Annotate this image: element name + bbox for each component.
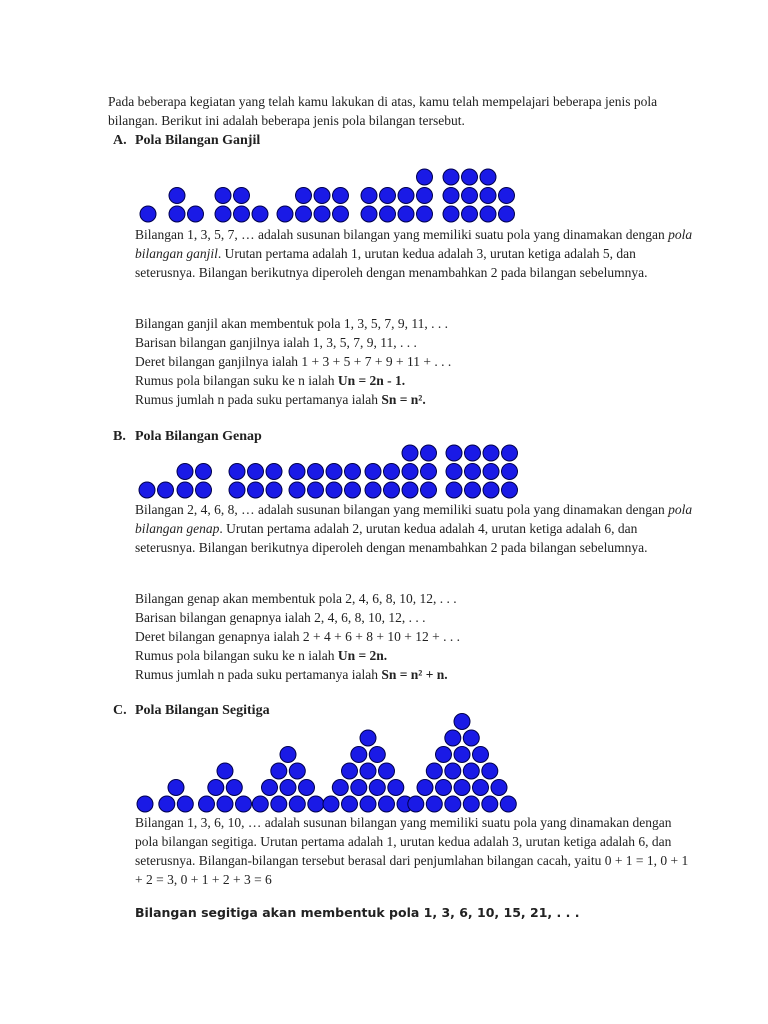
odd-dot <box>314 188 330 204</box>
triangle-dot <box>426 763 442 779</box>
triangle-dot <box>199 796 215 812</box>
even-dot <box>502 445 518 461</box>
triangle-dot <box>454 747 470 763</box>
even-dot <box>421 445 437 461</box>
triangle-dot <box>271 763 287 779</box>
triangle-dot <box>491 780 507 796</box>
triangle-dot <box>168 780 184 796</box>
odd-pattern-figure <box>140 169 515 222</box>
even-dot <box>289 482 305 498</box>
triangle-dot <box>289 796 305 812</box>
section-a-term: pola bilangan ganjil <box>135 227 693 261</box>
even-dot <box>326 464 342 480</box>
odd-dot <box>417 169 433 185</box>
triangle-dot <box>360 763 376 779</box>
triangle-dot <box>308 796 324 812</box>
triangle-dot <box>379 796 395 812</box>
even-dot <box>196 482 212 498</box>
even-dot <box>229 464 245 480</box>
triangle-dot <box>463 730 479 746</box>
section-b-line-deret: Deret bilangan genapnya ialah 2 + 4 + 6 + 8 + 10 + 12 + . . . <box>135 629 460 644</box>
triangle-dot <box>473 780 489 796</box>
even-dot <box>384 464 400 480</box>
even-dot <box>421 482 437 498</box>
odd-dot <box>296 188 312 204</box>
even-dot <box>177 464 193 480</box>
section-b-term: pola bilangan genap <box>135 502 693 536</box>
section-a-line-pola: Bilangan ganjil akan membentuk pola 1, 3, 5, 7, 9, 11, . . . <box>135 316 448 331</box>
triangle-dot <box>360 796 376 812</box>
section-a-line-barisan: Barisan bilangan ganjilnya ialah 1, 3, 5, 7, 9, 11, . . . <box>135 335 417 350</box>
even-dot <box>326 482 342 498</box>
triangle-dot <box>445 763 461 779</box>
triangle-dot <box>342 796 358 812</box>
even-dot <box>446 445 462 461</box>
section-b-line-pola: Bilangan genap akan membentuk pola 2, 4, 6, 8, 10, 12, . . . <box>135 591 457 606</box>
odd-dot <box>443 206 459 222</box>
even-dot <box>384 482 400 498</box>
triangle-dot <box>217 763 233 779</box>
odd-dot <box>234 206 250 222</box>
odd-dot <box>480 188 496 204</box>
triangle-dot <box>482 763 498 779</box>
odd-dot <box>277 206 293 222</box>
intro-paragraph: Pada beberapa kegiatan yang telah kamu lakukan di atas, kamu telah mempelajari beberapa jenis pola bilangan. Berikut ini adalah beberapa jenis pola bilangan tersebut. <box>108 94 658 128</box>
triangle-dot <box>332 780 348 796</box>
even-dot <box>502 482 518 498</box>
section-a-rumus-un: Rumus pola bilangan suku ke n ialah Un = 2n - 1. <box>135 373 406 388</box>
odd-dot <box>398 206 414 222</box>
triangle-dot <box>208 780 224 796</box>
even-dot <box>345 482 361 498</box>
even-dot <box>139 482 155 498</box>
odd-dot <box>380 206 396 222</box>
triangle-dot <box>342 763 358 779</box>
odd-dot <box>462 169 478 185</box>
section-b-title: Pola Bilangan Genap <box>135 429 262 444</box>
triangle-dot <box>445 730 461 746</box>
even-dot <box>502 464 518 480</box>
even-dot <box>196 464 212 480</box>
triangle-dot <box>217 796 233 812</box>
odd-dot <box>480 169 496 185</box>
section-b-rumus-sn: Rumus jumlah n pada suku pertamanya ialah Sn = n² + n. <box>135 667 448 682</box>
even-dot <box>177 482 193 498</box>
odd-dot <box>314 206 330 222</box>
triangle-dot <box>436 780 452 796</box>
triangle-dot <box>289 763 305 779</box>
section-a-letter: A. <box>113 133 127 148</box>
odd-dot <box>499 188 515 204</box>
even-dot <box>248 482 264 498</box>
section-a-title: Pola Bilangan Ganjil <box>135 133 261 148</box>
odd-dot <box>333 188 349 204</box>
triangle-dot <box>445 796 461 812</box>
even-dot <box>365 464 381 480</box>
even-dot <box>266 464 282 480</box>
odd-dot <box>443 188 459 204</box>
triangle-dot <box>500 796 516 812</box>
triangle-dot <box>299 780 315 796</box>
even-dot <box>483 482 499 498</box>
even-dot <box>402 464 418 480</box>
triangle-dot <box>360 730 376 746</box>
section-c-title: Pola Bilangan Segitiga <box>135 703 270 718</box>
odd-dot <box>361 188 377 204</box>
even-dot <box>483 445 499 461</box>
odd-dot <box>215 188 231 204</box>
triangle-dot <box>351 780 367 796</box>
triangle-dot <box>262 780 278 796</box>
odd-dot <box>417 188 433 204</box>
triangle-dot <box>408 796 424 812</box>
section-a-line-deret: Deret bilangan ganjilnya ialah 1 + 3 + 5 + 7 + 9 + 11 + . . . <box>135 354 452 369</box>
odd-dot <box>380 188 396 204</box>
section-b-line-barisan: Barisan bilangan genapnya ialah 2, 4, 6, 8, 10, 12, . . . <box>135 610 426 625</box>
triangle-dot <box>473 747 489 763</box>
triangle-dot <box>252 796 268 812</box>
triangle-dot <box>280 747 296 763</box>
even-dot <box>289 464 305 480</box>
odd-dot <box>333 206 349 222</box>
odd-dot <box>499 206 515 222</box>
triangle-dot <box>388 780 404 796</box>
even-dot <box>266 482 282 498</box>
odd-dot <box>462 188 478 204</box>
even-dot <box>465 464 481 480</box>
triangle-pattern-figure <box>137 714 516 813</box>
section-b-letter: B. <box>113 429 126 444</box>
triangle-dot <box>137 796 153 812</box>
odd-dot <box>215 206 231 222</box>
section-a-paragraph: Bilangan 1, 3, 5, 7, … adalah susunan bilangan yang memiliki suatu pola yang dinamakan dengan pola bilangan ganjil. Urutan pertama adalah 1, urutan kedua adalah 3, urutan ketiga adalah 5, dan seterusnya. Bilangan berikutnya diperoleh dengan menambahkan 2 pada bilangan sebelumnya. <box>135 227 693 280</box>
odd-dot <box>188 206 204 222</box>
even-dot <box>483 464 499 480</box>
even-dot <box>345 464 361 480</box>
even-dot <box>248 464 264 480</box>
even-dot <box>465 482 481 498</box>
section-c-letter: C. <box>113 703 127 718</box>
odd-dot <box>417 206 433 222</box>
odd-dot <box>398 188 414 204</box>
triangle-dot <box>236 796 252 812</box>
triangle-dot <box>369 780 385 796</box>
section-b-sn-formula: Sn = n² + n. <box>381 667 448 682</box>
even-dot <box>308 482 324 498</box>
triangle-dot <box>426 796 442 812</box>
even-dot <box>229 482 245 498</box>
odd-dot <box>252 206 268 222</box>
even-dot <box>421 464 437 480</box>
even-dot <box>465 445 481 461</box>
triangle-dot <box>369 747 385 763</box>
triangle-dot <box>323 796 339 812</box>
triangle-dot <box>271 796 287 812</box>
odd-dot <box>169 188 185 204</box>
section-b-paragraph: Bilangan 2, 4, 6, 8, … adalah susunan bilangan yang memiliki suatu pola yang dinamakan dengan pola bilangan genap. Urutan pertama adalah 2, urutan kedua adalah 4, urutan ketiga adalah 6, dan seterusnya. Bilangan berikutnya diperoleh dengan menambahkan 2 pada bilangan sebelumnya. <box>135 502 693 555</box>
section-b-un-formula: Un = 2n. <box>337 648 388 663</box>
section-a-sn-formula: Sn = n². <box>381 392 426 407</box>
triangle-dot <box>436 747 452 763</box>
odd-dot <box>480 206 496 222</box>
even-dot <box>308 464 324 480</box>
triangle-dot <box>463 796 479 812</box>
section-b-rumus-un: Rumus pola bilangan suku ke n ialah Un = 2n. <box>135 648 388 663</box>
odd-dot <box>443 169 459 185</box>
triangle-dot <box>226 780 242 796</box>
odd-dot <box>234 188 250 204</box>
section-c-paragraph: Bilangan 1, 3, 6, 10, … adalah susunan bilangan yang memiliki suatu pola yang dinamakan dengan pola bilangan segitiga. Urutan pertama adalah 1, urutan kedua adalah 3, urutan ketiga adalah 6, dan seterusnya. Bilangan-bilangan tersebut berasal dari penjumlahan bilangan cacah, yaitu 0 + 1 = 1, 0 + 1 + 2 = 3, 0 + 1 + 2 + 3 = 6 <box>135 815 689 887</box>
triangle-dot <box>454 780 470 796</box>
odd-dot <box>140 206 156 222</box>
triangle-dot <box>482 796 498 812</box>
odd-dot <box>296 206 312 222</box>
even-dot <box>365 482 381 498</box>
section-a-un-formula: Un = 2n - 1. <box>337 373 406 388</box>
triangle-dot <box>351 747 367 763</box>
even-dot <box>446 482 462 498</box>
even-dot <box>402 482 418 498</box>
triangle-dot <box>454 714 470 730</box>
triangle-dot <box>177 796 193 812</box>
odd-dot <box>462 206 478 222</box>
triangle-dot <box>463 763 479 779</box>
even-dot <box>446 464 462 480</box>
odd-dot <box>361 206 377 222</box>
triangle-dot <box>280 780 296 796</box>
section-a-rumus-sn: Rumus jumlah n pada suku pertamanya ialah Sn = n². <box>135 392 426 407</box>
even-pattern-figure <box>139 445 518 498</box>
triangle-dot <box>159 796 175 812</box>
even-dot <box>158 482 174 498</box>
odd-dot <box>169 206 185 222</box>
section-c-final-statement: Bilangan segitiga akan membentuk pola 1, 3, 6, 10, 15, 21, . . . <box>135 905 580 920</box>
triangle-dot <box>417 780 433 796</box>
even-dot <box>402 445 418 461</box>
triangle-dot <box>379 763 395 779</box>
